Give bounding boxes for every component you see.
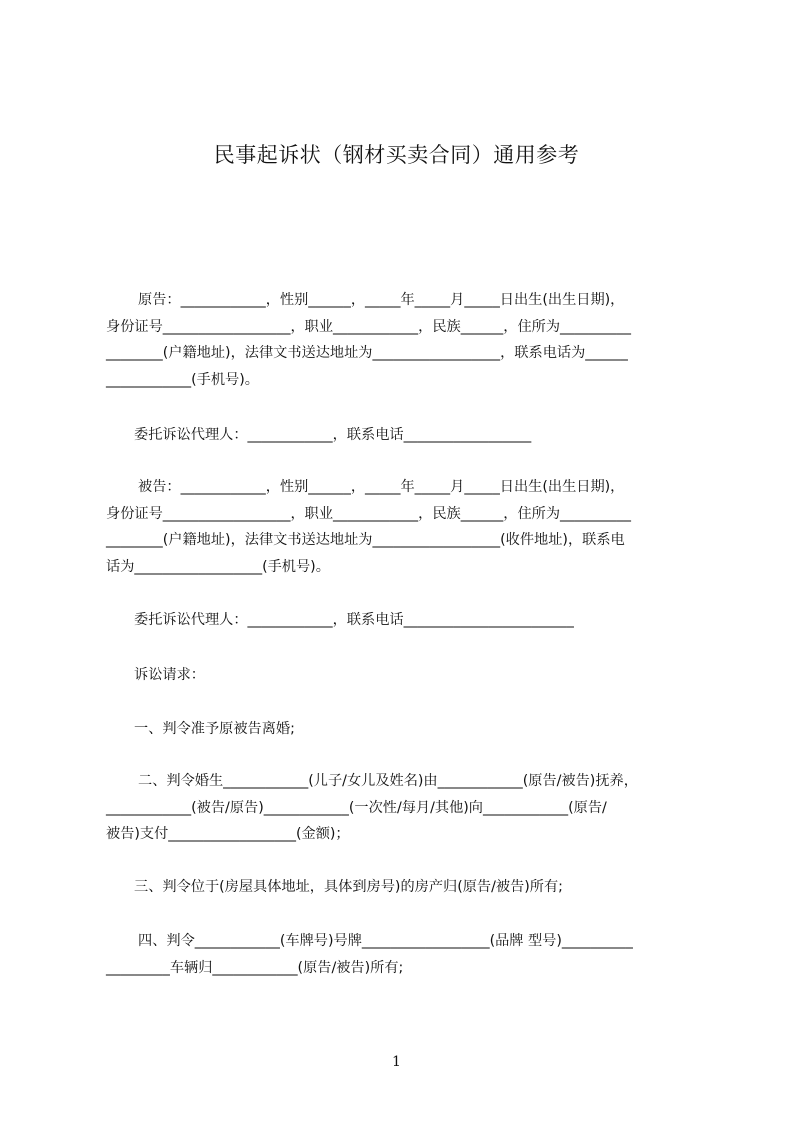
plaintiff-line-4: ____________(手机号)。 <box>106 371 259 388</box>
plaintiff-agent-line: 委托诉讼代理人：____________，联系电话__________________ <box>134 427 532 443</box>
claims-heading: 诉讼请求： <box>134 667 205 683</box>
claim-1-paragraph <box>106 716 698 743</box>
claim-2-paragraph <box>106 768 698 848</box>
defendant-agent-line: 委托诉讼代理人：____________，联系电话________________________ <box>134 612 574 628</box>
plaintiff-line-3: ________(户籍地址)，法律文书送达地址为__________________，联系电话为______ <box>106 345 628 361</box>
claims-heading-paragraph <box>106 662 698 689</box>
claim-2-line-3: 被告)支付__________________(金额)； <box>106 826 350 842</box>
defendant-paragraph <box>106 474 698 580</box>
plaintiff-paragraph <box>106 287 698 393</box>
defendant-agent-paragraph <box>106 607 698 634</box>
defendant-line-4: 话为__________________(手机号)。 <box>106 558 330 575</box>
plaintiff-agent-paragraph <box>106 422 698 449</box>
claim-2-line-2: ____________(被告/原告)____________(一次性/每月/其他)向____________(原告/ <box>106 799 607 816</box>
claim-3: 三、判令位于(房屋具体地址，具体到房号)的房产归(原告/被告)所有; <box>134 879 563 895</box>
claim-4-line-2: _________车辆归____________(原告/被告)所有; <box>106 959 404 976</box>
claim-4-line-1: 四、判令____________(车牌号)号牌__________________(品牌 型号)__________ <box>138 933 633 949</box>
plaintiff-line-2: 身份证号__________________，职业____________，民族______，住所为__________ <box>106 318 631 335</box>
defendant-line-1: 被告：____________，性别______，_____年_____月_____日出生(出生日期)， <box>138 479 625 495</box>
claim-4-paragraph <box>106 928 698 981</box>
defendant-line-2: 身份证号__________________，职业____________，民族______，住所为__________ <box>106 505 631 522</box>
claim-1: 一、判令准予原被告离婚; <box>134 721 295 737</box>
plaintiff-line-1: 原告：____________，性别______，_____年_____月_____日出生(出生日期)， <box>138 292 625 308</box>
claim-2-line-1: 二、判令婚生____________(儿子/女儿及姓名)由____________(原告/被告)抚养， <box>138 773 638 789</box>
page-number: 1 <box>392 1054 401 1070</box>
claim-3-paragraph <box>106 874 698 901</box>
defendant-line-3: ________(户籍地址)，法律文书送达地址为__________________(收件地址)，联系电 <box>106 532 625 548</box>
document-title: 民事起诉状（钢材买卖合同）通用参考 <box>213 143 580 167</box>
